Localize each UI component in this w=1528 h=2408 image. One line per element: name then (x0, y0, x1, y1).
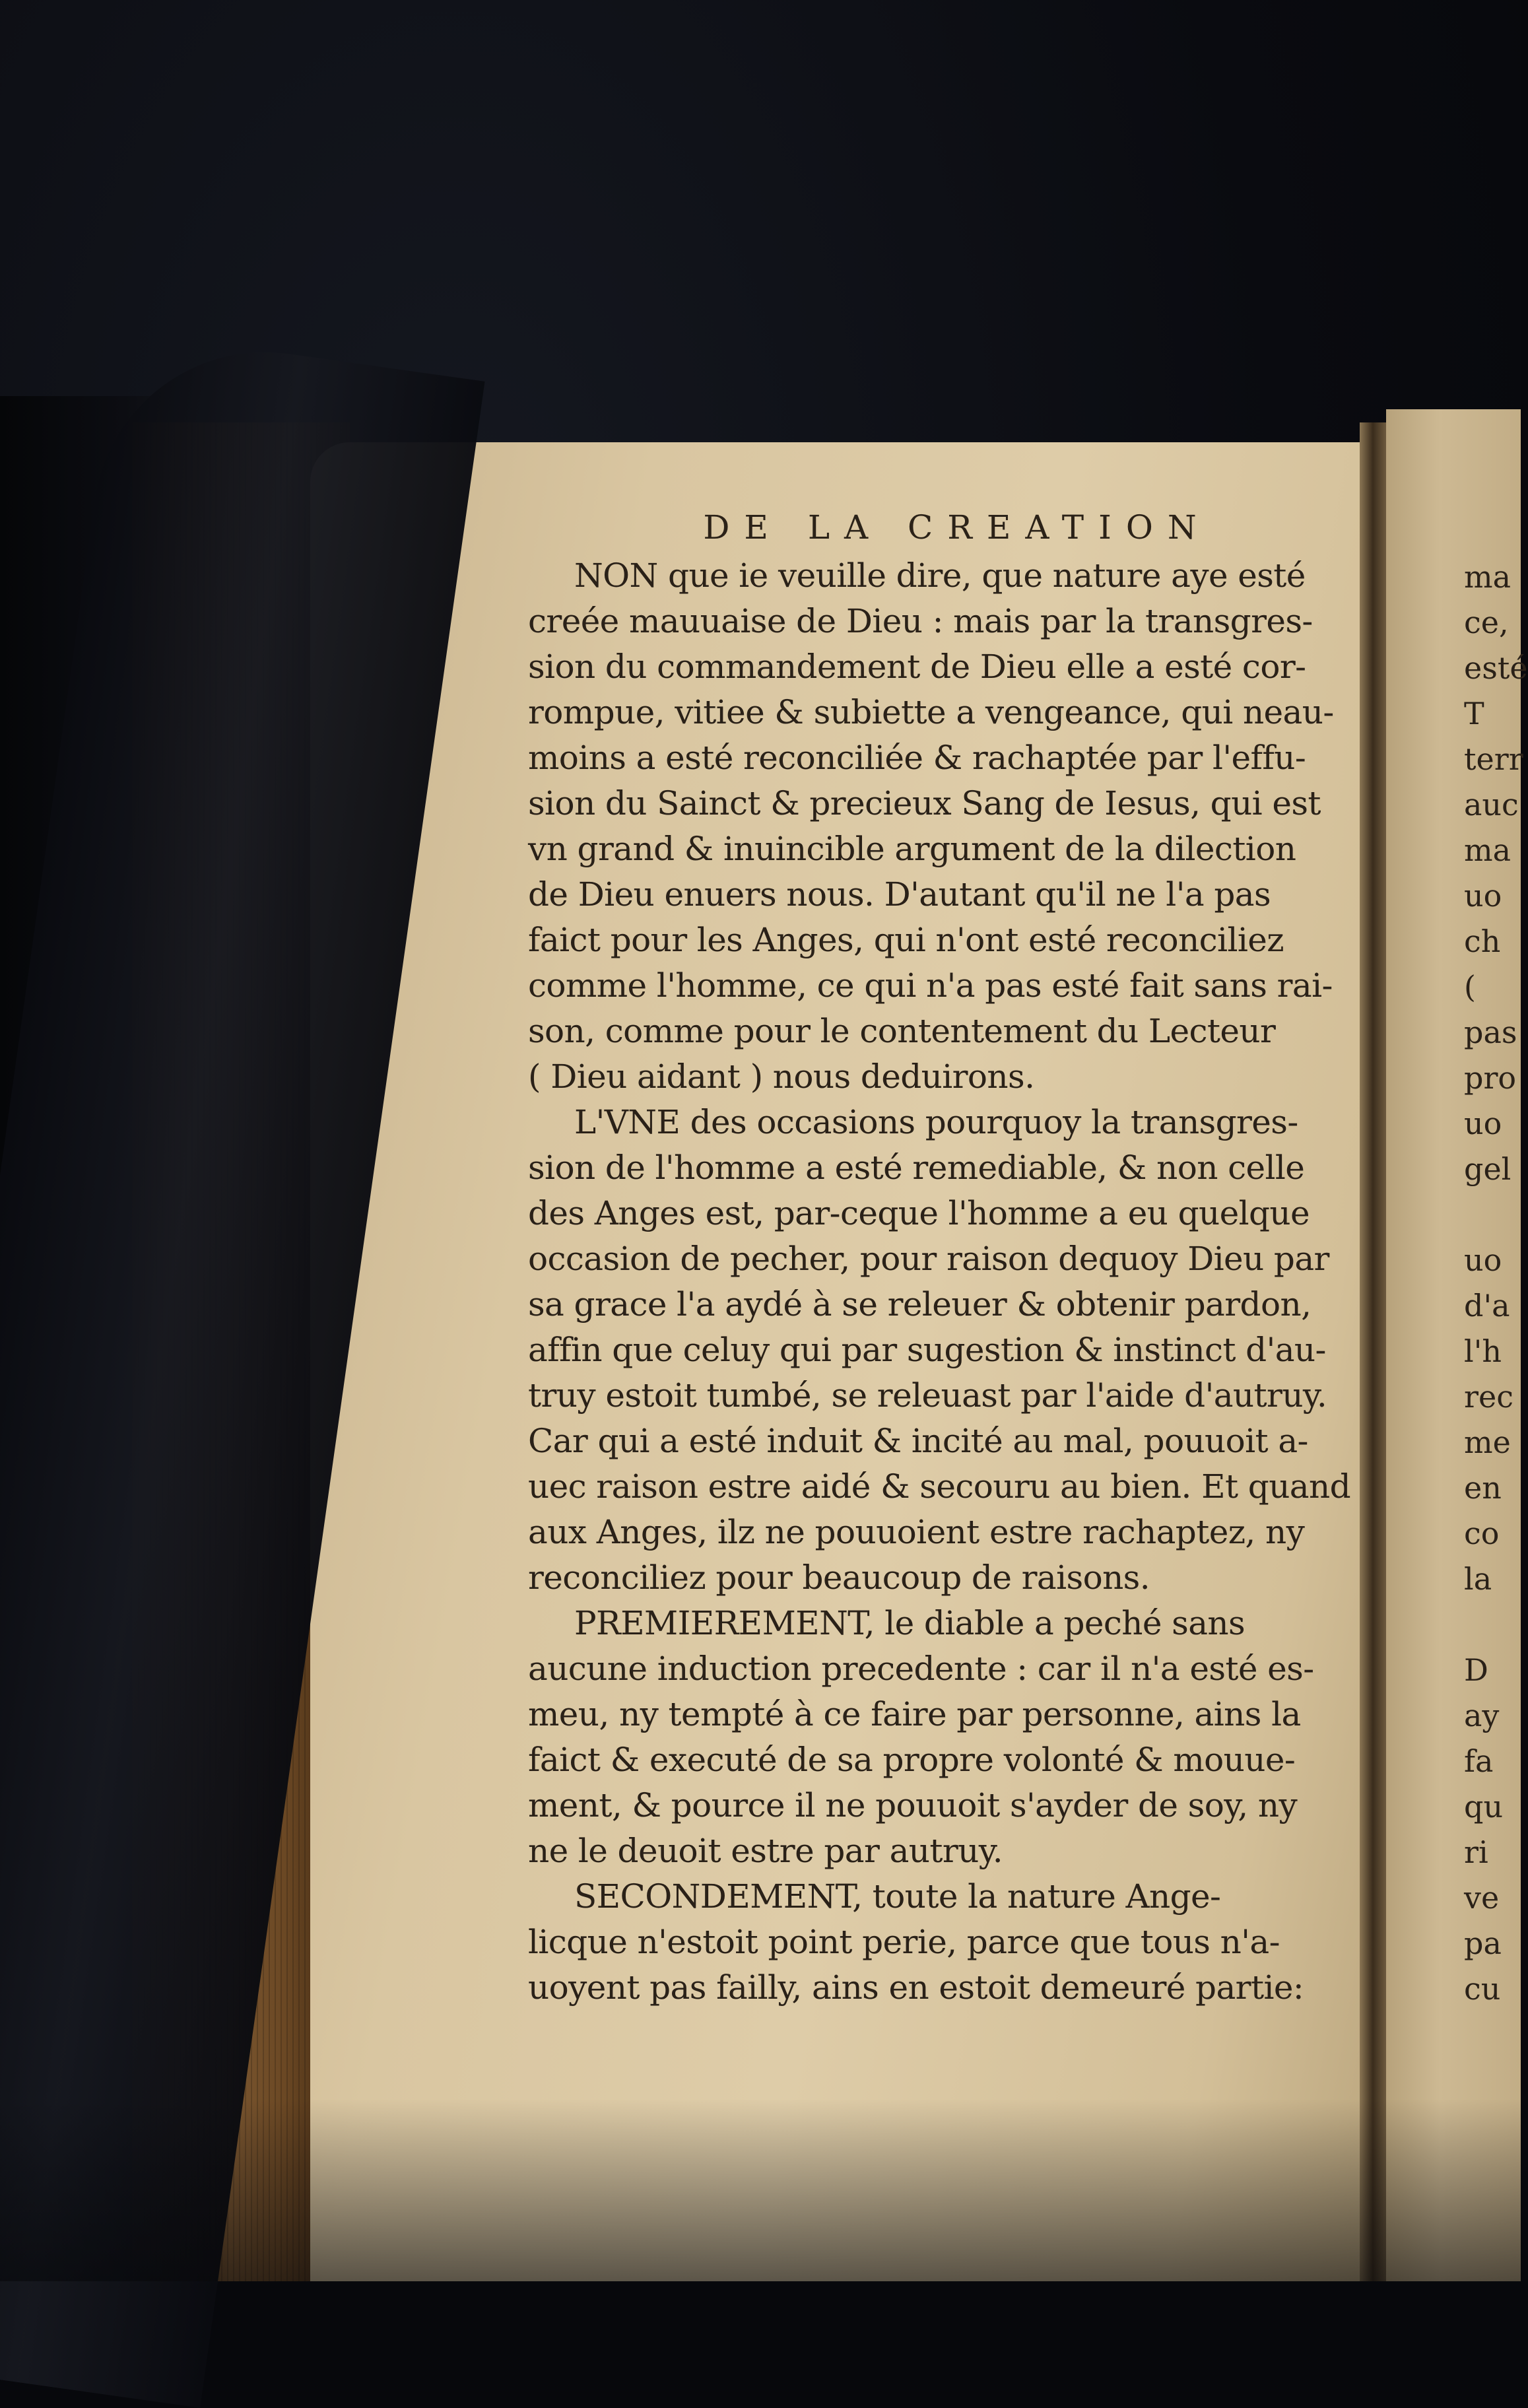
text-line: NON que ie veuille dire, que nature aye esté (574, 556, 1306, 595)
facing-page-fragment: qu (1464, 1789, 1504, 1824)
facing-page-fragment: gel (1464, 1151, 1511, 1187)
text-line: ment, & pource il ne pouuoit s'ayder de soy, ny (528, 1786, 1298, 1824)
facing-page-fragment: la (1464, 1561, 1492, 1597)
facing-page-fragment: ma (1464, 832, 1511, 868)
text-line: sion de l'homme a esté remediable, & non celle (528, 1149, 1305, 1187)
text-line: moins a esté reconciliée & rachaptée par l'effu- (528, 739, 1306, 777)
facing-page-fragment: terr (1464, 741, 1523, 777)
facing-page-fragment: co (1464, 1516, 1500, 1551)
book-gutter (1360, 422, 1386, 2281)
text-line: PREMIEREMENT, le diable a peché sans (574, 1604, 1246, 1642)
text-line: aucune induction precedente : car il n'a esté es- (528, 1650, 1314, 1688)
facing-page-text (1464, 554, 1528, 2012)
text-line: SECONDEMENT, toute la nature Ange- (574, 1877, 1221, 1916)
facing-page-fragment: rec (1464, 1379, 1513, 1415)
facing-page-fragment: esté (1464, 650, 1528, 686)
facing-page-fragment: ( (1464, 969, 1476, 1005)
text-line: faict pour les Anges, qui n'ont esté reconciliez (528, 921, 1284, 959)
text-line: reconciliez pour beaucoup de raisons. (528, 1558, 1150, 1597)
text-line: occasion de pecher, pour raison dequoy Dieu par (528, 1240, 1329, 1278)
facing-page-fragment: fa (1464, 1743, 1494, 1779)
text-line: vn grand & inuincible argument de la dilection (528, 830, 1296, 868)
text-line: des Anges est, par-ceque l'homme a eu quelque (528, 1194, 1310, 1232)
facing-page-fragment: uo (1464, 1106, 1502, 1141)
text-line: ne le deuoit estre par autruy. (528, 1832, 1003, 1870)
text-line: meu, ny tempté à ce faire par personne, ains la (528, 1695, 1301, 1733)
facing-page-fragment: auc (1464, 787, 1519, 822)
text-line: sion du Sainct & precieux Sang de Iesus, qui est (528, 784, 1321, 822)
text-block (528, 553, 1351, 2011)
facing-page-fragment: uo (1464, 1242, 1502, 1278)
facing-page-fragment: ce, (1464, 605, 1509, 640)
text-line: aux Anges, ilz ne pouuoient estre rachaptez, ny (528, 1513, 1305, 1551)
text-line: licque n'estoit point perie, parce que tous n'a- (528, 1923, 1280, 1961)
facing-page-fragment: pas (1464, 1015, 1517, 1050)
facing-page-fragment: ay (1464, 1698, 1500, 1733)
text-line: uec raison estre aidé & secouru au bien. Et quand (528, 1467, 1351, 1506)
facing-page-fragment: en (1464, 1470, 1502, 1506)
facing-page-fragment: l'h (1464, 1333, 1502, 1369)
text-line: faict & executé de sa propre volonté & mouue- (528, 1741, 1296, 1779)
facing-page-fragment: ve (1464, 1880, 1500, 1916)
text-line: Car qui a esté induit & incité au mal, pouuoit a- (528, 1422, 1308, 1460)
text-line: L'VNE des occasions pourquoy la transgres- (574, 1103, 1298, 1141)
text-line: son, comme pour le contentement du Lecteur (528, 1012, 1276, 1050)
facing-page-fragment (1464, 1602, 1521, 1648)
text-line: truy estoit tumbé, se releuast par l'aide d'autruy. (528, 1376, 1327, 1415)
facing-page-fragment: ri (1464, 1834, 1488, 1870)
text-line: affin que celuy qui par sugestion & instinct d'au- (528, 1331, 1326, 1369)
text-line: de Dieu enuers nous. D'autant qu'il ne l'a pas (528, 875, 1271, 914)
text-line: creée mauuaise de Dieu : mais par la transgres- (528, 602, 1313, 640)
facing-page-fragment: me (1464, 1424, 1511, 1460)
facing-page-fragment: ma (1464, 559, 1511, 595)
facing-page-fragment: pro (1464, 1060, 1517, 1096)
facing-page-fragment: d'a (1464, 1288, 1510, 1323)
facing-page-fragment: D (1464, 1652, 1488, 1688)
facing-page-fragment (1464, 1192, 1521, 1238)
facing-page-fragment: cu (1464, 1971, 1501, 2007)
text-line: rompue, vitiee & subiette a vengeance, qui neau- (528, 693, 1334, 731)
facing-page-fragment: T (1464, 696, 1484, 731)
text-line: comme l'homme, ce qui n'a pas esté fait sans rai- (528, 966, 1333, 1005)
facing-page-fragment: pa (1464, 1925, 1502, 1961)
text-line: sion du commandement de Dieu elle a esté cor- (528, 648, 1306, 686)
text-line: uoyent pas failly, ains en estoit demeuré partie: (528, 1968, 1304, 2007)
facing-page-fragment: uo (1464, 878, 1502, 914)
bottom-shadow (0, 2099, 1521, 2281)
text-line: sa grace l'a aydé à se releuer & obtenir pardon, (528, 1285, 1312, 1323)
facing-page-fragment: ch (1464, 923, 1501, 959)
text-line: ( Dieu aidant ) nous deduirons. (528, 1057, 1035, 1096)
running-head: DE LA CREATION (703, 508, 1211, 547)
